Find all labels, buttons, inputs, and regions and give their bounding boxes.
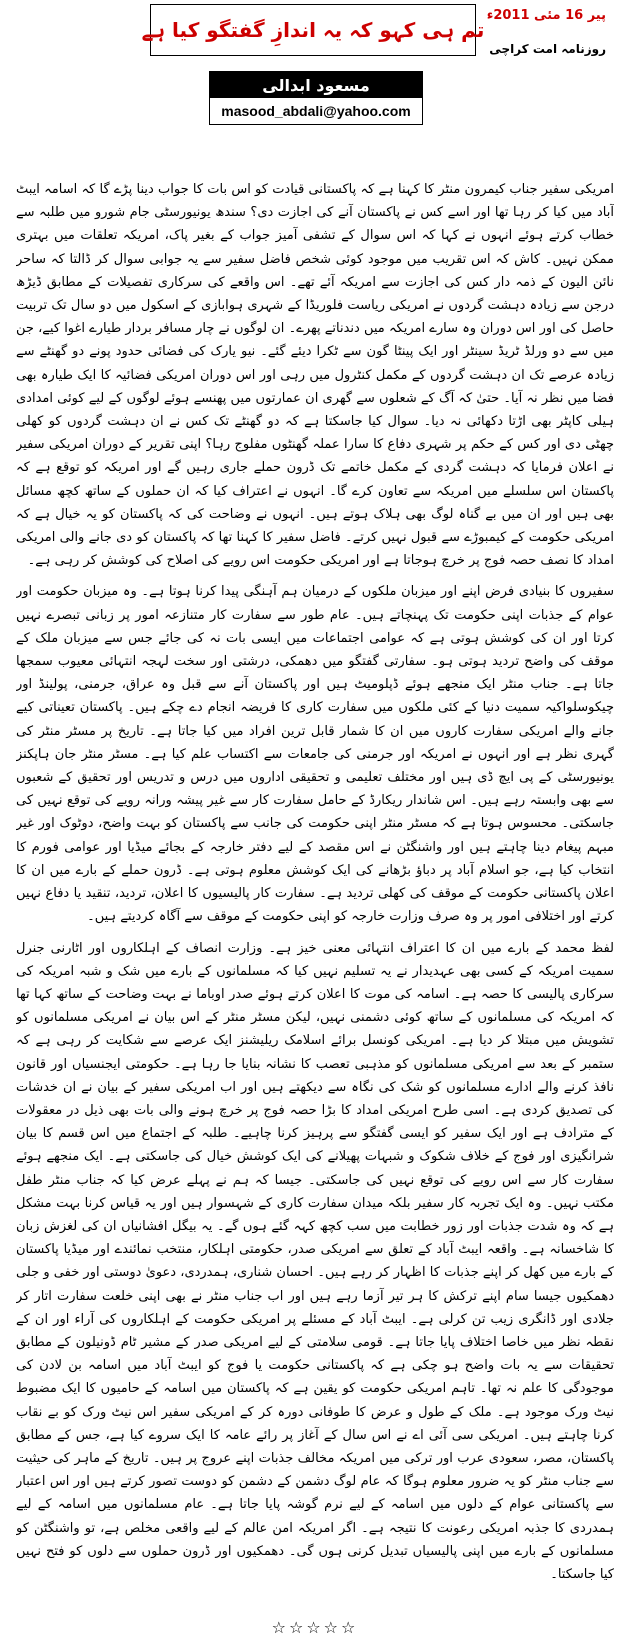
article-paragraph: لفظ محمد کے بارے میں ان کا اعتراف انتہائی معنی خیز ہے۔ وزارت انصاف کے اہلکاروں اور اٹارنی جنرل سمیت امریکہ کے کسی بھی عہدیدار نے یہ تسلیم نہیں کیا کہ مسلمانوں کے بارے میں شک و شبہ امریکہ کی سرکاری پالیسی کا حصہ ہے۔ اسامہ کی موت کا اعلان کرتے ہوئے صدر اوباما نے بہت وضاحت کے ساتھ کہا تھا کہ امریکہ کی مسلمانوں کے ساتھ کوئی دشمنی نہیں، لیکن مسٹر منٹر کے اس بیان نے امریکی مسلمانوں کو تشویش میں مبتلا کر دیا ہے۔ امریکی کونسل برائے اسلامک ریلیشنز ایک عرصے سے شکایت کر رہی ہے کہ ستمبر کے بعد سے امریکی مسلمانوں کو مذہبی تعصب کا نشانہ بنایا جا رہا ہے۔ حکومتی ایجنسیاں اور قانون نافذ کرنے والے ادارے مسلمانوں کو شک کی نگاہ سے دیکھتے ہیں اور اب امریکی سفیر کے بیان نے ان خدشات کی تصدیق کردی ہے۔ اسی طرح امریکی امداد کا بڑا حصہ فوج پر خرچ ہونے والی بات بھی ذیل در معقولات کے مترادف ہے اور ایک سفیر کو ایسی گفتگو سے پرہیز کرنا چاہیے۔ طلبہ کے اجتماع میں اس قسم کا بیان شرانگیزی اور فوج کے خلاف شکوک و شبہات پھیلانے کی ایک کوشش خیال کی جاسکتی ہے۔ ایک منجھے ہوئے سفارت کار سے اس رویے کی توقع نہیں کی جاسکتی۔ جیسا کہ ہم نے پہلے عرض کیا کہ جناب منٹر طفل مکتب نہیں۔ وہ ایک تجربہ کار سفیر بلکہ میدان سفارت کاری کے شہسوار ہیں اور یہ قیاس کرنا بہت مشکل ہے کہ وہ شدت جذبات اور زور خطابت میں سب کچھ کہہ گئے ہوں گے۔ یہ بیگل افشانیاں ان کی لغزش زبان کا شاخسانہ ہے۔ واقعہ ایبٹ آباد کے تعلق سے امریکی صدر، حکومتی اہلکار، منتخب نمائندے اور میڈیا پاکستان کے بارے میں کھل کر اپنے جذبات کا اظہار کر رہے ہیں۔ احسان شناری، ہمدردی، دعویٰ دوستی اور خفی و جلی دھمکیوں جیسا سام اپنے ترکش کا ہر تیر آزما رہے ہیں اور اب جناب منٹر نے بھی اپنی خلعت سفارت اتار کر جلادی اور ڈانگری زیب تن کرلی ہے۔ ایبٹ آباد کے مسئلے پر امریکی حکومت کے اہلکاروں کی آراء اور ان کے نقطہ نظر میں خاصا اختلاف پایا جاتا ہے۔ قومی سلامتی کے لیے امریکی صدر کے مشیر ٹام ڈونیلون کے مطابق تحقیقات سے یہ بات واضح ہو چکی ہے کہ پاکستانی حکومت یا فوج کو ایبٹ آباد میں اسامہ بن لادن کی موجودگی کا علم نہ تھا۔ تاہم امریکی حکومت کو یقین ہے کہ پاکستان میں اسامہ کے حامیوں کا ایک مضبوط نیٹ ورک موجود ہے۔ ملک کے طول و عرض کا طوفانی دورہ کر کے امریکی سفیر اس نیٹ ورک کو بے نقاب کرنا چاہتے ہیں۔ امریکی سی آئی اے نے اس سال کے آغاز پر رائے عامہ کا ایک سروے کیا ہے، جس کے مطابق پاکستان، مصر، سعودی عرب اور ترکی میں امریکہ مخالف جذبات اپنے عروج پر ہیں۔ تاریخ کے ماہر کی حیثیت سے جناب منٹر کو یہ ضرور معلوم ہوگا کہ عام لوگ دشمن کے دشمن کو دوست تصور کرتے ہیں اور اس اعتبار سے پاکستانی عوام کے دلوں میں اسامہ کے لیے نرم گوشہ پایا جاتا ہے۔ عام مسلمانوں میں اسامہ کے لیے ہمدردی کا جذبہ امریکی رعونت کا نتیجہ ہے۔ اگر امریکہ امن عالم کے لیے واقعی مخلص ہے، تو واشنگٹن کو مسلمانوں کے بارے میں اپنی پالیسیاں تبدیل کرنی ہوں گی۔ دھمکیوں اور ڈرون حملوں سے دلوں کو فتح نہیں کیا جاسکتا۔ xyxy=(16,940,614,1582)
article-body xyxy=(16,178,614,1608)
end-stars: ☆☆☆☆☆ xyxy=(271,1618,359,1637)
headline: تم ہی کہو کہ یہ اندازِ گفتگو کیا ہے xyxy=(141,18,485,42)
article-paragraph: امریکی سفیر جناب کیمرون منٹر کا کہنا ہے کہ پاکستانی قیادت کو اس بات کا جواب دینا پڑے گا کہ اسامہ ایبٹ آباد میں کیا کر رہا تھا اور اسے کس نے پاکستان آنے کی اجازت دی؟ سندھ یونیورسٹی جام شورو میں طلبہ سے خطاب کرتے ہوئے انہوں نے کہا کہ اس سوال کے تشفی آمیز جواب کے بغیر پاک، امریکہ تعلقات میں بہتری ممکن نہیں۔ کاش کہ اس تقریب میں موجود کوئی شخص فاضل سفیر سے یہ جوابی سوال کر ڈالتا کہ ساحر نائن الیون کے ذمہ دار کس کی اجازت سے امریکہ آئے تھے۔ اس واقعے کی سرکاری تفصیلات کے مطابق ڈیڑھ درجن سے زیادہ دہشت گردوں نے امریکی ریاست فلوریڈا کے شہری ہوابازی کے اسکول میں دو سال تک تربیت حاصل کی اور اس دوران وہ سارے امریکہ میں دندناتے پھرے۔ ان لوگوں نے چار مسافر بردار طیارے اغوا کیے، جن میں سے دو ورلڈ ٹریڈ سینٹر اور ایک پینٹا گون سے ٹکرا دیئے گئے۔ نیو یارک کی فضائی حدود پونے دو گھنٹے سے زیادہ عرصے تک ان دہشت گردوں کے مکمل کنٹرول میں رہی اور اس دوران امریکی فضائیہ کا ایک طیارہ بھی فضا میں نظر نہ آیا۔ حتیٰ کہ آگ کے شعلوں سے گھری ان عمارتوں میں پھنسے ہوئے لوگوں کے لیے کوئی امدادی ہیلی کاپٹر بھی اڑتا دکھائی نہ دیا۔ سوال کیا جاسکتا ہے کہ دو گھنٹے تک کس نے ان دہشت گردوں کو کھلی چھٹی دی اور کس کے حکم پر شہری دفاع کا سارا عملہ گھنٹوں مفلوج رہا؟ اپنی تقریر کے دوران امریکی سفیر نے اعلان فرمایا کہ دہشت گردی کے مکمل خاتمے تک ڈرون حملے جاری رہیں گے اور امریکہ کو توقع ہے کہ پاکستان اس سلسلے میں امریکہ سے تعاون کرے گا۔ انہوں نے اعتراف کیا کہ ان حملوں کے ساتھ کچھ مسائل بھی ہیں اور ان میں بے گناہ لوگ بھی ہلاک ہوتے ہیں۔ انہوں نے وضاحت کی کہ پاکستان کو یہ خیال ہے کہ امریکی حکومت کے کیمبوڑے سے قبول نہیں کرتے۔ فاضل سفیر کا کہنا تھا کہ پاکستان کو دی جانے والی امریکی امداد کا نصف حصہ فوج پر خرچ ہوجاتا ہے اور امریکی حکومت اس رویے کی اصلاح کی کوشش کر رہی ہے۔ xyxy=(16,182,614,569)
author-name: مسعود ابدالی xyxy=(210,72,422,98)
author-box xyxy=(209,71,423,125)
headline-box xyxy=(141,4,485,56)
article-paragraph: سفیروں کا بنیادی فرض اپنے اور میزبان ملکوں کے درمیان ہم آہنگی پیدا کرنا ہوتا ہے۔ وہ میزبان حکومت اور عوام کے جذبات اپنی حکومت تک پہنچاتے ہیں۔ عام طور سے سفارت کار متنازعہ امور پر زبانی تبصرے نہیں کرتا اور ان کی کوشش ہوتی ہے کہ عوامی اجتماعات میں ایسی بات نہ کی جائے جس سے میزبان ملک کے موقف کی واضح تردید ہوتی ہو۔ سفارتی گفتگو میں دھمکی، درشتی اور سخت لہجہ انتہائی معیوب سمجھا جاتا ہے۔ جناب منٹر ایک منجھے ہوئے ڈپلومیٹ ہیں اور پاکستان آنے سے قبل وہ عراق، جرمنی، پولینڈ اور چیکوسلواکیہ سمیت دنیا کے کئی ملکوں میں سفارت کاری کا فریضہ انجام دے چکے ہیں۔ پاکستان تعیناتی کیے جانے والے امریکی سفارت کاروں میں ان کا شمار قابل ترین افراد میں کیا جاتا ہے۔ تاریخ پر مسٹر منٹر کی گہری نظر ہے اور انہوں نے امریکہ اور جرمنی کی جامعات سے اکتساب علم کیا ہے۔ مسٹر منٹر جان ہاپکنز یونیورسٹی کے پی ایچ ڈی ہیں اور مختلف تعلیمی و تحقیقی اداروں میں درس و تدریس اور تحقیق کے شعبوں سے بھی وابستہ رہے ہیں۔ اس شاندار ریکارڈ کے حامل سفارت کار سے غیر پیشہ ورانہ رویے کی توقع نہیں کی جاسکتی۔ محسوس ہوتا ہے کہ مسٹر منٹر اپنی حکومت کی جانب سے پاکستان کو بہت واضح، دوٹوک اور غیر مبہم پیغام دینا چاہتے ہیں اور واشنگٹن نے اس مقصد کے لیے دفتر خارجہ کے بجائے میڈیا اور عوامی فورم کا انتخاب کیا ہے، جو اسلام آباد پر دباؤ بڑھانے کی ایک کوشش معلوم ہوتی ہے۔ ڈرون حملے کے بارے میں ان کا اعلان پاکستانی حکومت کے موقف کی کھلی تردید ہے۔ سفارت کار پالیسیوں کا اعلان، تردید، تنقید یا دفاع نہیں کرتے اور اختلافی امور پر وہ صرف وزارت خارجہ کو اپنی حکومت کے موقف سے آگاہ کردیتے ہیں۔ xyxy=(16,584,614,925)
publication-date: پیر 16 مئی 2011ء xyxy=(486,8,606,23)
publication-source: روزنامہ امت کراچی xyxy=(489,42,606,56)
author-email: masood_abdali@yahoo.com xyxy=(221,103,411,119)
